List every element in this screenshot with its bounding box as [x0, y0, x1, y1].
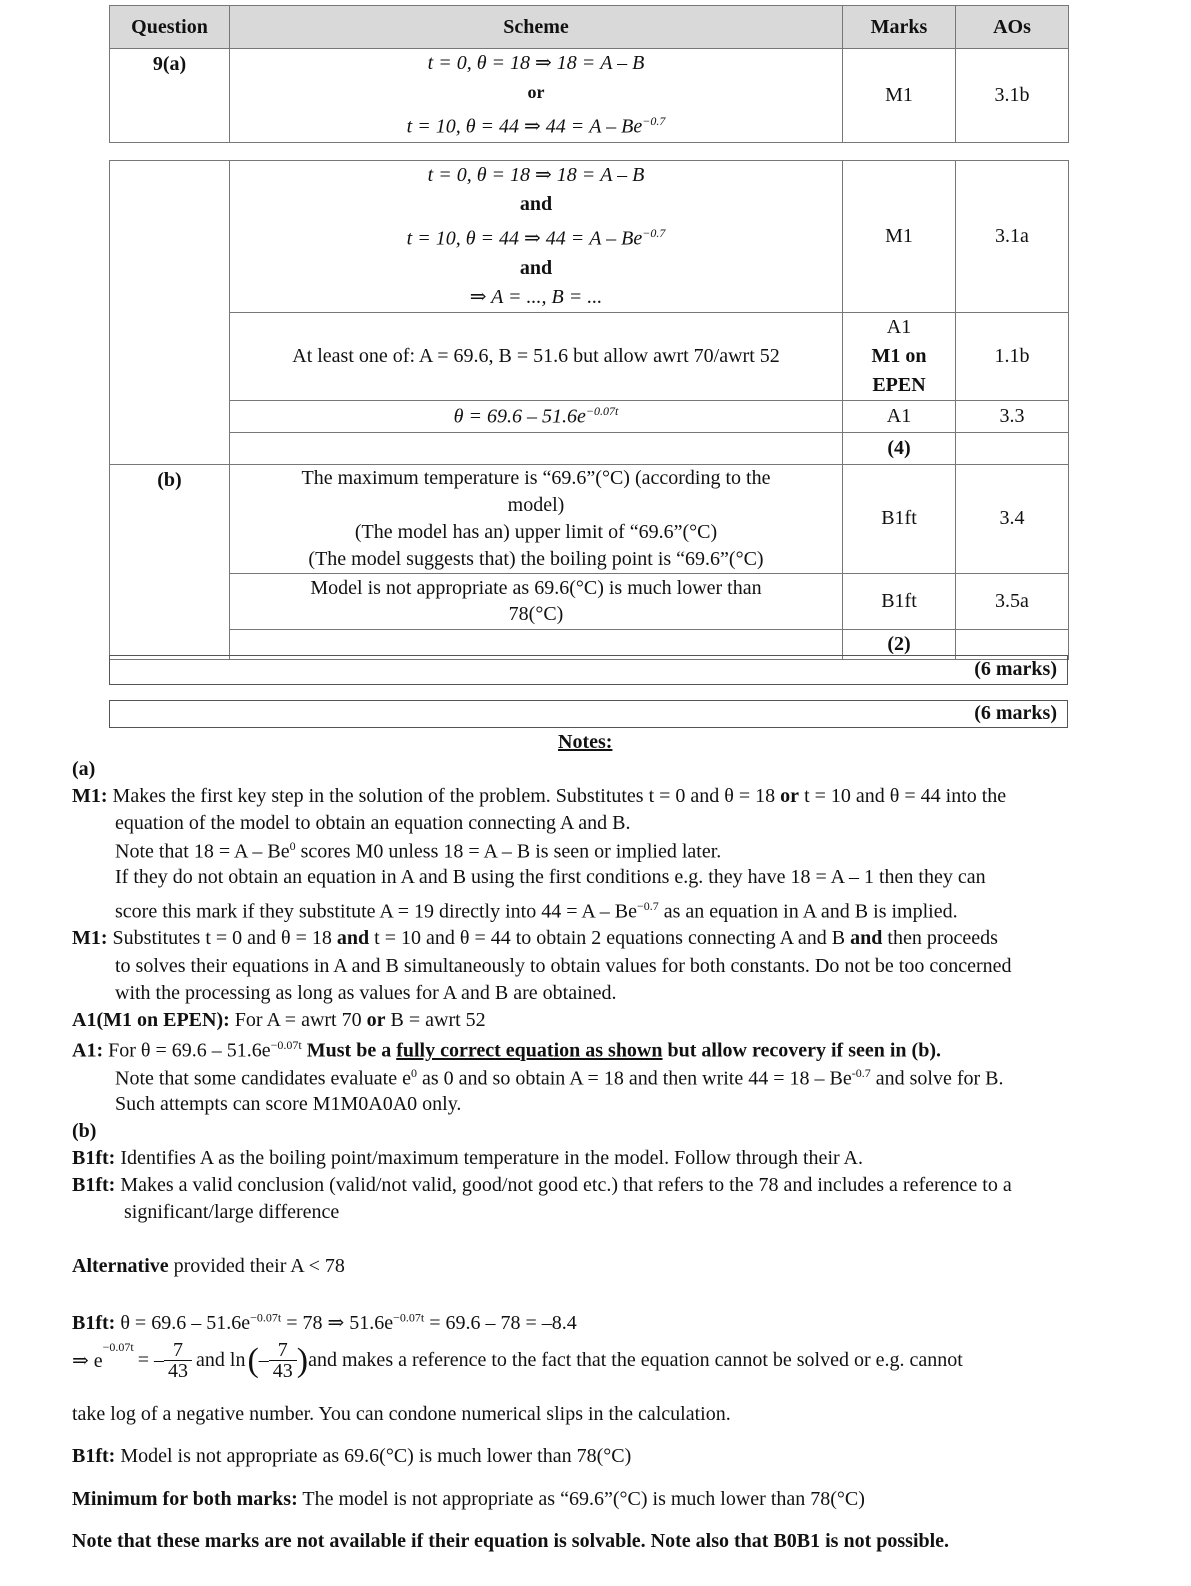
scheme-and: and: [519, 256, 553, 279]
scheme-line: Model is not appropriate as 69.6(°C) is much lower than: [310, 577, 762, 600]
ao-9b-row1: 3.4: [956, 464, 1069, 573]
scheme-9b-row2: [230, 573, 843, 629]
fraction-7-43-ln: $\frac{7}{43}$: [269, 1340, 297, 1381]
note-a1m1: A1(M1 on EPEN): For A = awrt 70 or B = awrt 52: [72, 1009, 486, 1031]
scheme-line: ⇒ A = ..., B = ...: [469, 285, 603, 308]
note-alt-line3: take log of a negative number. You can condone numerical slips in the calculation.: [72, 1403, 731, 1425]
note-m1b-line1: M1: Substitutes t = 0 and θ = 18 and t = 10 and θ = 44 to obtain 2 equations connecting A and B and then proceeds: [72, 927, 998, 949]
mark-9a-row2: M1: [843, 161, 956, 313]
note-b1ft-1: B1ft: Identifies A as the boiling point/maximum temperature in the model. Follow through their A.: [72, 1147, 863, 1169]
notes-a-label: (a): [72, 758, 96, 780]
note-m1a-line4: If they do not obtain an equation in A and B using the first conditions e.g. they have 18 = A – 1 then they can: [115, 866, 986, 888]
note-b1ft-2-cont: significant/large difference: [124, 1201, 340, 1223]
scheme-9b-row1: [230, 464, 843, 573]
notes-b-label: (b): [72, 1120, 97, 1142]
ao-9b-row2: 3.5a: [956, 573, 1069, 629]
note-minimum: Minimum for both marks: The model is not appropriate as “69.6”(°C) is much lower than 78(°C): [72, 1488, 865, 1510]
note-m1a-line3: Note that 18 = A – Be$^0$ scores M0 unless 18 = A – B is seen or implied later.: [115, 839, 722, 863]
note-b1ft-2: B1ft: Makes a valid conclusion (valid/not valid, good/not good etc.) that refers to the 78 and includes a reference to a: [72, 1174, 1012, 1196]
scheme-9a-row5: [230, 432, 843, 464]
ao-9a-row5: [956, 432, 1069, 464]
note-alt-b1ft-2: B1ft: Model is not appropriate as 69.6(°C) is much lower than 78(°C): [72, 1445, 632, 1467]
note-m1b-line3: with the processing as long as values for A and B are obtained.: [115, 982, 617, 1004]
note-alt-b1ft-eq: B1ft: $\theta = 69.6 - 51.6e^{-0.07t} = 78$ ⇒ $51.6e^{-0.07t} = 69.6 - 78 = -8.4$: [72, 1310, 577, 1334]
scheme-line: The maximum temperature is “69.6”(°C) (according to the: [301, 466, 771, 489]
scheme-9a-row1: [230, 49, 843, 143]
note-a1-line1: A1: For $\theta = 69.6 - 51.6e^{-0.07t}$ Must be a fully correct equation as shown but allow recovery if seen in (b).: [72, 1038, 942, 1062]
fraction-7-43: $\frac{7}{43}$: [164, 1340, 192, 1381]
mark-a1: A1: [886, 315, 912, 338]
scheme-line: t = 10, θ = 44 ⇒ $44 = A - Be^{-0.7}$: [406, 226, 666, 250]
mark-9b-row1: B1ft: [843, 464, 956, 573]
scheme-line: t = 10, θ = 44 ⇒ $44 = A - Be^{-0.7}$: [406, 114, 666, 138]
scheme-9a-row4: $\theta = 69.6 - 51.6e^{-0.07t}$: [230, 400, 843, 432]
header-scheme: Scheme: [230, 6, 843, 49]
scheme-line: 78(°C): [508, 603, 564, 626]
ao-9a-row4: 3.3: [956, 400, 1069, 432]
note-alt-line2: ⇒ e $^{-0.07t}$ = – $\frac{7}{43}$ and ln ( – $\frac{7}{43}$ ) and makes a reference to the fact that the equation cannot be solved or e.g. cannot: [72, 1339, 963, 1382]
ao-9a-row1: 3.1b: [956, 49, 1069, 143]
question-label-9a: 9(a): [110, 49, 230, 143]
scheme-line: (The model suggests that) the boiling point is “69.6”(°C): [308, 547, 764, 570]
note-m1a-line2: equation of the model to obtain an equation connecting A and B.: [115, 812, 631, 834]
total-marks-2: (6 marks): [974, 702, 1057, 724]
scheme-line: t = 0, θ = 18 ⇒ 18 = A – B: [427, 164, 645, 186]
note-a1-line3: Such attempts can score M1M0A0A0 only.: [115, 1093, 462, 1115]
ao-9a-row3: 1.1b: [956, 312, 1069, 400]
note-alternative: Alternative provided their A < 78: [72, 1255, 345, 1277]
note-final: Note that these marks are not available if their equation is solvable. Note also that B0B1 is not possible.: [72, 1530, 950, 1552]
mark-m1-on: M1 on: [871, 344, 927, 367]
mark-9a-row4: A1: [843, 400, 956, 432]
note-m1a-line5: score this mark if they substitute A = 19 directly into $44 = A - Be^{-0.7}$ as an equation in A and B is implied.: [115, 899, 958, 923]
mark-9b-row2: B1ft: [843, 573, 956, 629]
total-marks-1: (6 marks): [974, 658, 1057, 680]
scheme-9a-row2: [230, 161, 843, 313]
scheme-line: (The model has an) upper limit of “69.6”(°C): [354, 520, 718, 543]
scheme-or: or: [527, 82, 545, 102]
ao-9a-row2: 3.1a: [956, 161, 1069, 313]
note-a1-line2: Note that some candidates evaluate $e^0$ as 0 and so obtain A = 18 and then write $44 = 18 - Be^{-0.7}$ and solve for B.: [115, 1066, 1004, 1090]
note-m1b-line2: to solves their equations in A and B simultaneously to obtain values for both constants. Do not be too concerned: [115, 955, 1012, 977]
scheme-and: and: [519, 193, 553, 215]
header-aos: AOs: [956, 6, 1069, 49]
mark-scheme-table-body: [109, 160, 1069, 660]
header-marks: Marks: [843, 6, 956, 49]
scheme-9a-row3: At least one of: A = 69.6, B = 51.6 but allow awrt 70/awrt 52: [230, 312, 843, 400]
question-label-9b: (b): [110, 464, 230, 659]
mark-9a-row3: [843, 312, 956, 400]
scheme-line: model): [507, 493, 565, 516]
mark-9b-total: (2): [843, 629, 956, 659]
notes-title: Notes:: [558, 731, 613, 753]
mark-epen: EPEN: [872, 373, 926, 396]
header-question: Question: [110, 6, 230, 49]
mark-9a-total: (4): [843, 432, 956, 464]
total-marks-box-1: [109, 655, 1068, 685]
total-marks-box-2: [109, 700, 1068, 728]
mark-9a-row1: M1: [843, 49, 956, 143]
mark-scheme-table-header: [109, 5, 1069, 143]
question-label-blank: [110, 161, 230, 465]
scheme-line: t = 0, θ = 18 ⇒ 18 = A – B: [427, 52, 645, 74]
note-m1a-line1: M1: Makes the first key step in the solution of the problem. Substitutes t = 0 and θ = 18 or t = 10 and θ = 44 into the: [72, 785, 1007, 807]
